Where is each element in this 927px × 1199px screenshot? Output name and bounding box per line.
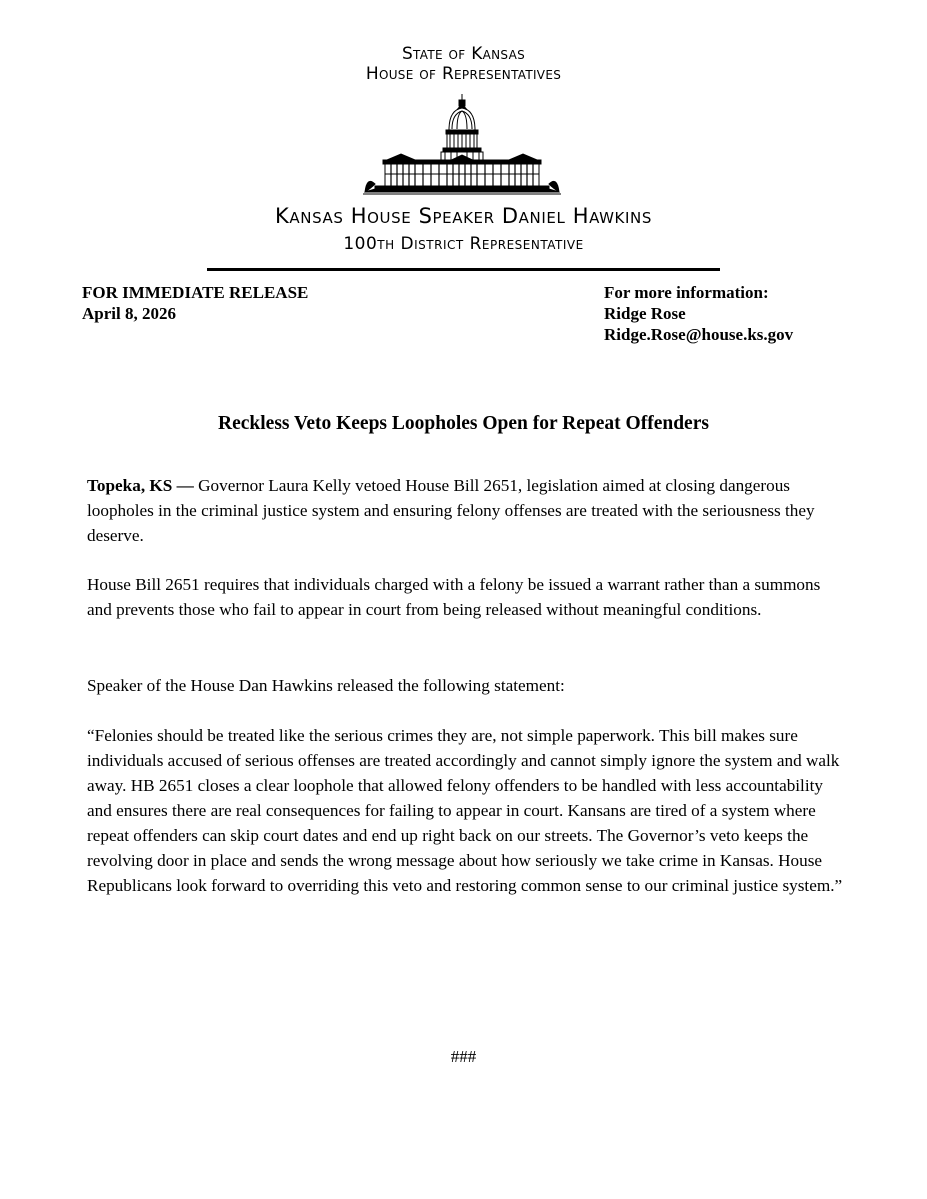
capitol-building-illustration xyxy=(361,92,563,196)
body-paragraph xyxy=(87,473,847,548)
release-label: FOR IMMEDIATE RELEASE xyxy=(82,283,309,302)
press-release-headline: Reckless Veto Keeps Loopholes Open for Repeat Offenders xyxy=(218,413,709,434)
quote-text: “Felonies should be treated like the serious crimes they are, not simple paperwork. This bill makes sure individuals accused of serious offenses are treated accordingly and cannot simply ignore the system and walk away. HB 2651 closes a clear loophole that allowed felony offenders to be handled with less accountability and ensures there are real consequences for failing to appear in court. Kansans are tired of a system where repeat offenders can skip court dates and end up right back on our streets. The Governor’s veto keeps the revolving door in place and sends the wrong message about how seriously we take crime in Kansas. House Republicans look forward to overriding this veto and restoring common sense to our criminal justice system.” xyxy=(87,726,843,895)
speaker-quote xyxy=(87,723,847,898)
contact-label: For more information: xyxy=(604,283,769,302)
release-date: April 8, 2026 xyxy=(82,304,176,323)
letterhead-state: State of Kansas xyxy=(401,44,526,64)
contact-email: Ridge.Rose@house.ks.gov xyxy=(604,325,794,344)
paragraph-text: Speaker of the House Dan Hawkins released the following statement: xyxy=(87,676,565,695)
body-paragraph xyxy=(87,673,847,698)
header-divider xyxy=(207,268,720,271)
paragraph-text: House Bill 2651 requires that individuals charged with a felony be issued a warrant rather than a summons and prevents those who fail to appear in court from being released without meaningful conditions. xyxy=(87,575,821,619)
letterhead-chamber: House of Representatives xyxy=(365,64,562,84)
letterhead-speaker: Kansas House Speaker Daniel Hawkins xyxy=(275,204,652,228)
paragraph-text: Governor Laura Kelly vetoed House Bill 2651, legislation aimed at closing dangerous loopholes in the criminal justice system and ensuring felony offenses are treated with the seriousness they deserve. xyxy=(87,476,815,545)
end-mark: ### xyxy=(450,1047,477,1066)
release-info xyxy=(82,282,308,324)
dateline: Topeka, KS — xyxy=(87,476,194,495)
letterhead-district: 100th District Representative xyxy=(343,234,584,254)
body-paragraph xyxy=(87,572,847,622)
contact-info xyxy=(604,282,793,345)
contact-name: Ridge Rose xyxy=(604,304,686,323)
